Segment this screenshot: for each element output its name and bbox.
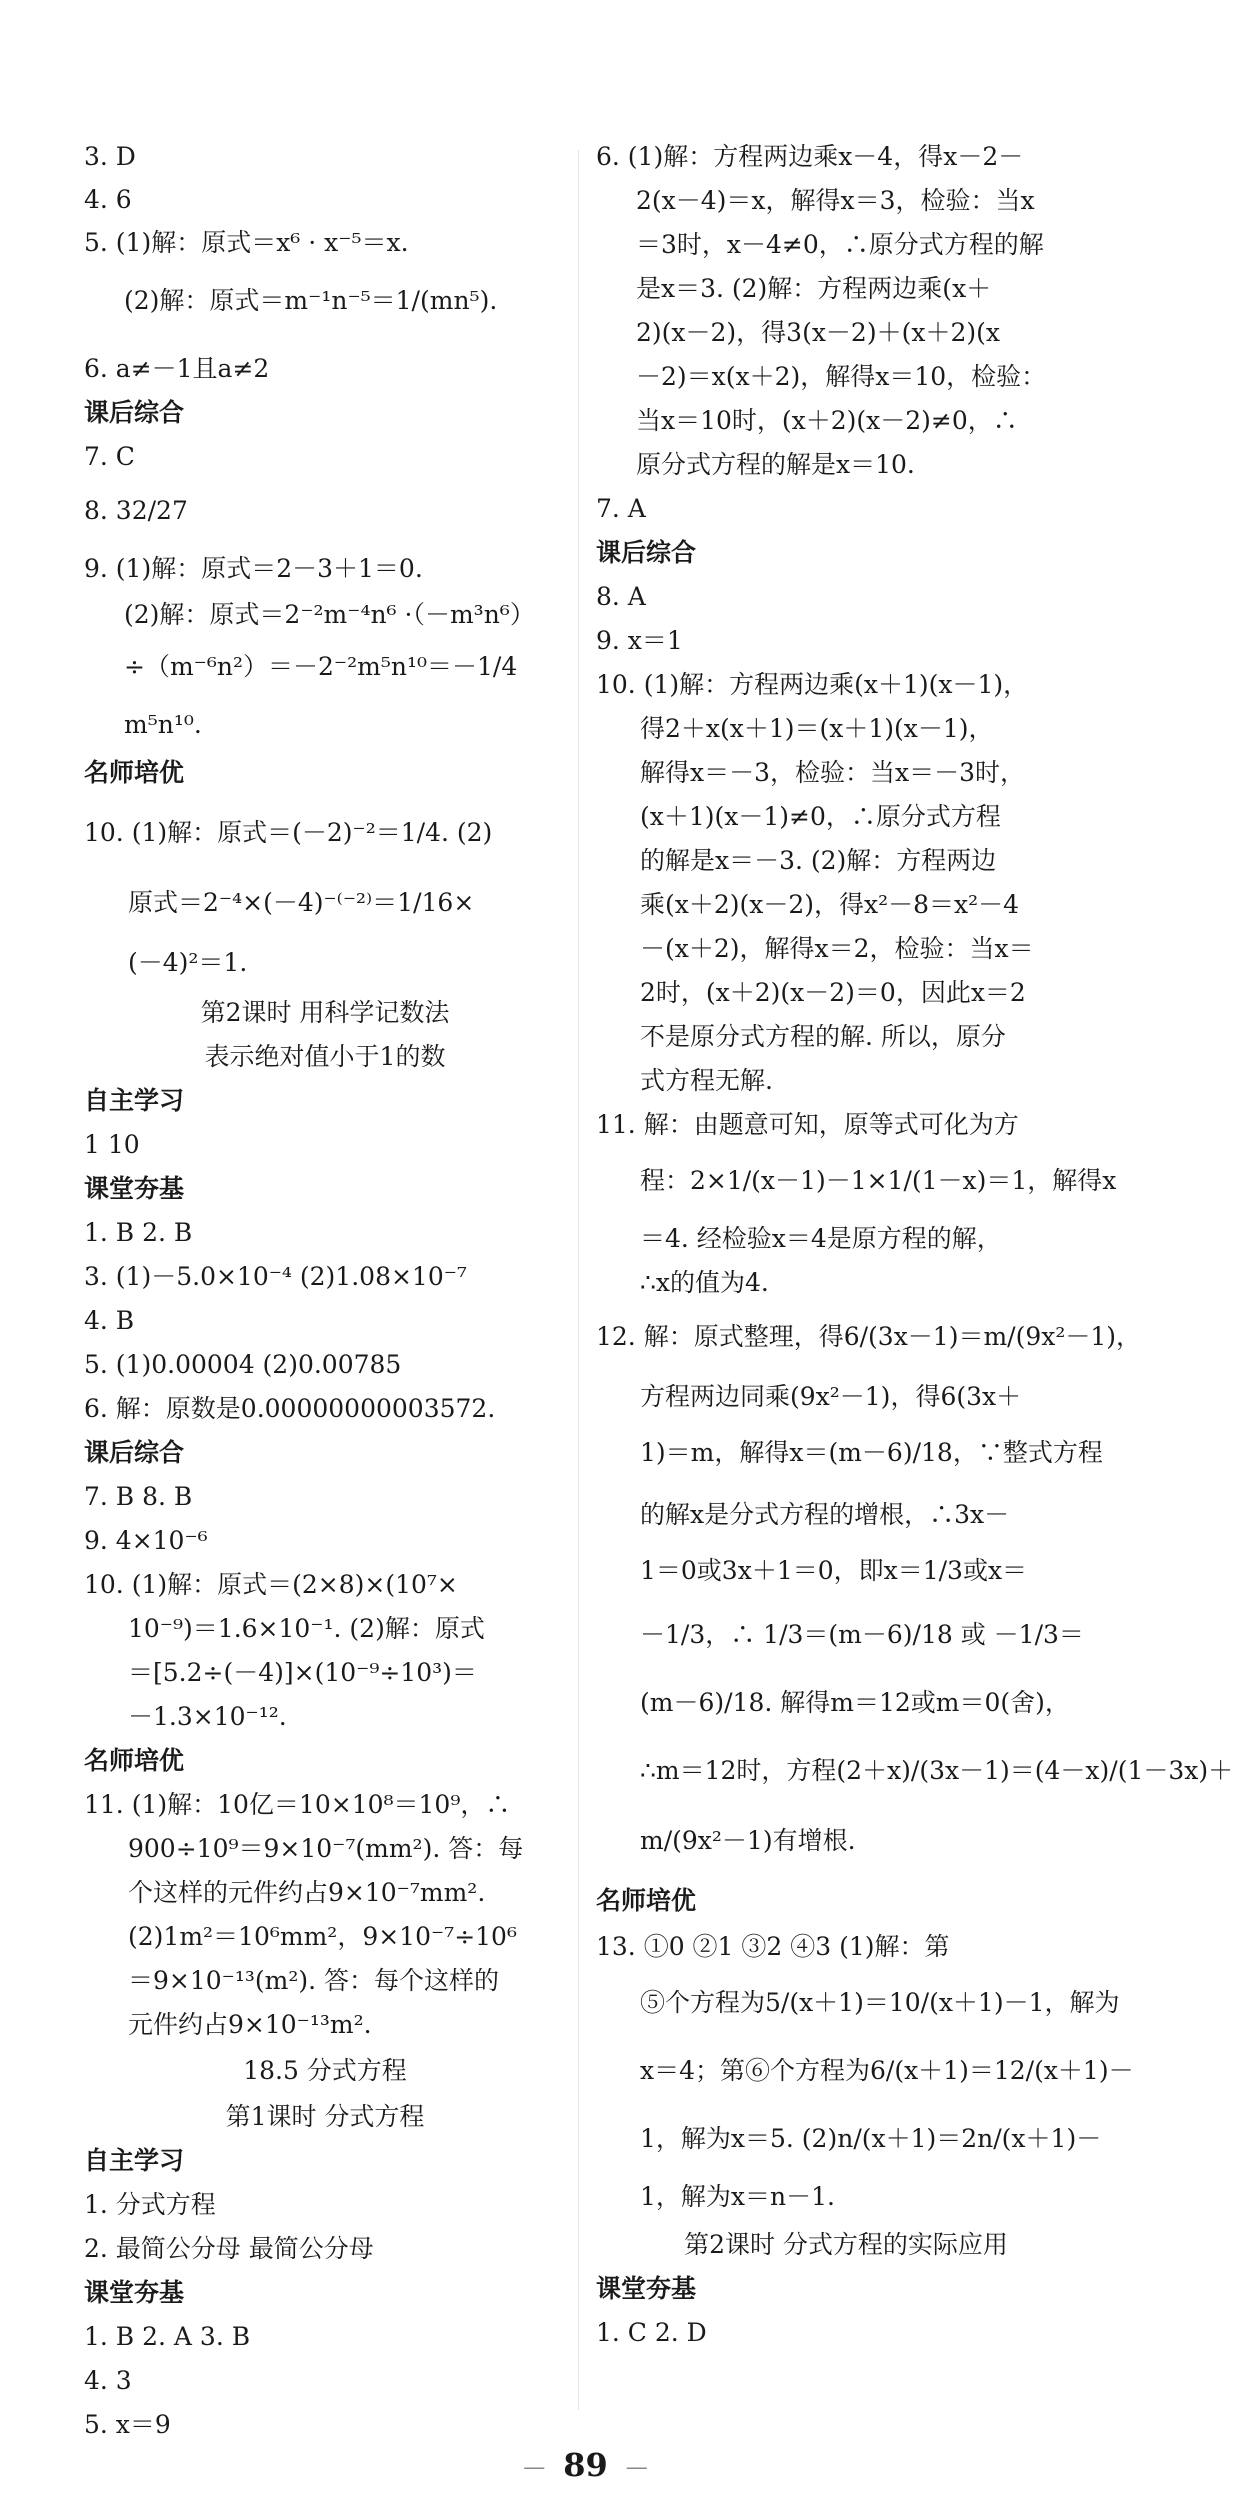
answer-line: ∴x的值为4. bbox=[640, 1268, 769, 1297]
answer-line: 6. (1)解：方程两边乘x－4，得x－2－ bbox=[596, 142, 1024, 171]
section-heading: 课后综合 bbox=[596, 538, 697, 567]
answer-line: －2)＝x(x＋2)，解得x＝10，检验： bbox=[636, 362, 1047, 391]
answer-line: x＝4；第⑥个方程为6/(x＋1)＝12/(x＋1)－ bbox=[640, 2056, 1134, 2085]
answer-line: 9. (1)解：原式＝2－3＋1＝0. bbox=[84, 554, 423, 583]
answer-line: 1. B 2. B bbox=[84, 1218, 193, 1247]
section-heading: 课堂夯基 bbox=[84, 1174, 185, 1203]
answer-line: (－4)²＝1. bbox=[128, 948, 248, 977]
answer-line: 4. B bbox=[84, 1306, 135, 1335]
answer-line: 1. C 2. D bbox=[596, 2318, 707, 2347]
answer-line: 个这样的元件约占9×10⁻⁷mm². bbox=[128, 1878, 486, 1907]
answer-line: 10. (1)解：原式＝(－2)⁻²＝1/4. (2) bbox=[84, 818, 493, 847]
answer-line: 1. B 2. A 3. B bbox=[84, 2322, 251, 2351]
answer-line: 8. A bbox=[596, 582, 646, 611]
answer-line: 5. (1)0.00004 (2)0.00785 bbox=[84, 1350, 402, 1379]
section-heading: 课堂夯基 bbox=[84, 2278, 185, 2307]
answer-line: 1，解为x＝n－1. bbox=[640, 2182, 835, 2211]
answer-line: m⁵n¹⁰. bbox=[124, 710, 202, 739]
answer-line: 7. A bbox=[596, 494, 646, 523]
answer-line: 9. 4×10⁻⁶ bbox=[84, 1526, 208, 1555]
answer-line: －1.3×10⁻¹². bbox=[128, 1702, 287, 1731]
answer-line: 5. (1)解：原式＝x⁶ · x⁻⁵＝x. bbox=[84, 228, 409, 257]
answer-line: 10. (1)解：原式＝(2×8)×(10⁷× bbox=[84, 1570, 458, 1599]
answer-line: 3. (1)－5.0×10⁻⁴ (2)1.08×10⁻⁷ bbox=[84, 1262, 467, 1291]
answer-line: 1. 分式方程 bbox=[84, 2190, 216, 2219]
answer-line: 2)(x－2)，得3(x－2)＋(x＋2)(x bbox=[636, 318, 1000, 347]
answer-line: 2(x－4)＝x，解得x＝3，检验：当x bbox=[636, 186, 1035, 215]
answer-line: 的解x是分式方程的增根，∴3x－ bbox=[640, 1500, 1010, 1529]
answer-line: 是x＝3. (2)解：方程两边乘(x＋ bbox=[636, 274, 992, 303]
answer-line: (2)解：原式＝2⁻²m⁻⁴n⁶ ·（－m³n⁶） bbox=[124, 600, 535, 629]
answer-line: ＝3时，x－4≠0，∴原分式方程的解 bbox=[636, 230, 1044, 259]
answer-line: ⑤个方程为5/(x＋1)＝10/(x＋1)－1，解为 bbox=[640, 1988, 1120, 2017]
column-divider bbox=[578, 150, 579, 2410]
answer-line: (2)解：原式＝m⁻¹n⁻⁵＝1/(mn⁵). bbox=[124, 286, 498, 315]
answer-line: m/(9x²－1)有增根. bbox=[640, 1826, 856, 1855]
answer-line: 原分式方程的解是x＝10. bbox=[636, 450, 915, 479]
answer-line: 4. 6 bbox=[84, 185, 132, 214]
answer-line: 得2＋x(x＋1)＝(x＋1)(x－1)， bbox=[640, 714, 994, 743]
page-footer: — 89 — bbox=[523, 2446, 648, 2484]
section-heading: 自主学习 bbox=[84, 1086, 185, 1115]
lesson-title: 第1课时 分式方程 bbox=[225, 2102, 425, 2131]
answer-line: 7. C bbox=[84, 442, 135, 471]
answer-line: 12. 解：原式整理，得6/(3x－1)＝m/(9x²－1)， bbox=[596, 1322, 1142, 1351]
page-number: 89 bbox=[563, 2446, 608, 2484]
answer-line: 11. (1)解：10亿＝10×10⁸＝10⁹，∴ bbox=[84, 1790, 511, 1819]
answer-line: 当x＝10时，(x＋2)(x－2)≠0，∴ bbox=[636, 406, 1018, 435]
answer-line: 900÷10⁹＝9×10⁻⁷(mm²). 答：每 bbox=[128, 1834, 524, 1863]
answer-line: 2时，(x＋2)(x－2)＝0，因此x＝2 bbox=[640, 978, 1026, 1007]
answer-line: 8. 32/27 bbox=[84, 496, 188, 525]
section-heading: 课堂夯基 bbox=[596, 2274, 697, 2303]
answer-line: 13. ①0 ②1 ③2 ④3 (1)解：第 bbox=[596, 1932, 950, 1961]
answer-line: 1，解为x＝5. (2)n/(x＋1)＝2n/(x＋1)－ bbox=[640, 2124, 1102, 2153]
section-heading: 名师培优 bbox=[84, 1746, 185, 1775]
lesson-title: 18.5 分式方程 bbox=[243, 2056, 407, 2085]
answer-line: 10. (1)解：方程两边乘(x＋1)(x－1)， bbox=[596, 670, 1029, 699]
answer-line: －1/3，∴ 1/3＝(m－6)/18 或 －1/3＝ bbox=[640, 1620, 1084, 1649]
answer-line: (m－6)/18. 解得m＝12或m＝0(舍)， bbox=[640, 1688, 1070, 1717]
answer-line: 原式＝2⁻⁴×(－4)⁻⁽⁻²⁾＝1/16× bbox=[128, 888, 475, 917]
answer-line: (x＋1)(x－1)≠0，∴原分式方程 bbox=[640, 802, 1001, 831]
answer-line: 解得x＝－3，检验：当x＝－3时， bbox=[640, 758, 1026, 787]
answer-line: ＝[5.2÷(－4)]×(10⁻⁹÷10³)＝ bbox=[128, 1658, 477, 1687]
answer-line: 2. 最简公分母 最简公分母 bbox=[84, 2234, 374, 2263]
answer-line: 的解是x＝－3. (2)解：方程两边 bbox=[640, 846, 997, 875]
answer-line: 4. 3 bbox=[84, 2366, 132, 2395]
answer-line: 式方程无解. bbox=[640, 1066, 773, 1095]
answer-line: 6. a≠－1且a≠2 bbox=[84, 354, 270, 383]
answer-line: 1 10 bbox=[84, 1130, 140, 1159]
answer-line: 元件约占9×10⁻¹³m². bbox=[128, 2010, 372, 2039]
answer-line: 5. x＝9 bbox=[84, 2410, 171, 2439]
lesson-title: 表示绝对值小于1的数 bbox=[204, 1042, 446, 1071]
answer-line: 1)＝m，解得x＝(m－6)/18，∵整式方程 bbox=[640, 1438, 1103, 1467]
answer-line: ＝4. 经检验x＝4是原方程的解， bbox=[640, 1224, 1002, 1253]
answer-line: 9. x＝1 bbox=[596, 626, 683, 655]
answer-line: 11. 解：由题意可知，原等式可化为方 bbox=[596, 1110, 1019, 1139]
lesson-title: 第2课时 分式方程的实际应用 bbox=[684, 2230, 1008, 2259]
answer-line: 方程两边同乘(9x²－1)，得6(3x＋ bbox=[640, 1382, 1022, 1411]
section-heading: 课后综合 bbox=[84, 398, 185, 427]
section-heading: 自主学习 bbox=[84, 2146, 185, 2175]
answer-line: ＝9×10⁻¹³(m²). 答：每个这样的 bbox=[128, 1966, 500, 1995]
section-heading: 课后综合 bbox=[84, 1438, 185, 1467]
answer-line: －(x＋2)，解得x＝2，检验：当x＝ bbox=[640, 934, 1034, 963]
answer-line: 7. B 8. B bbox=[84, 1482, 193, 1511]
section-heading: 名师培优 bbox=[84, 758, 185, 787]
answer-line: 程：2×1/(x－1)－1×1/(1－x)＝1，解得x bbox=[640, 1166, 1117, 1195]
answer-line: 3. D bbox=[84, 142, 136, 171]
answer-line: 6. 解：原数是0.00000000003572. bbox=[84, 1394, 496, 1423]
answer-line: (2)1m²＝10⁶mm²，9×10⁻⁷÷10⁶ bbox=[128, 1922, 517, 1951]
answer-line: 10⁻⁹)＝1.6×10⁻¹. (2)解：原式 bbox=[128, 1614, 485, 1643]
answer-line: 1＝0或3x＋1＝0，即x＝1/3或x＝ bbox=[640, 1556, 1028, 1585]
answer-line: 不是原分式方程的解. 所以，原分 bbox=[640, 1022, 1006, 1051]
section-heading: 名师培优 bbox=[596, 1886, 697, 1915]
answer-line: 乘(x＋2)(x－2)，得x²－8＝x²－4 bbox=[640, 890, 1020, 919]
answer-line: ÷（m⁻⁶n²）＝－2⁻²m⁵n¹⁰＝－1/4 bbox=[124, 652, 518, 681]
lesson-title: 第2课时 用科学记数法 bbox=[200, 998, 450, 1027]
answer-line: ∴m＝12时，方程(2＋x)/(3x－1)＝(4－x)/(1－3x)＋ bbox=[640, 1756, 1233, 1785]
